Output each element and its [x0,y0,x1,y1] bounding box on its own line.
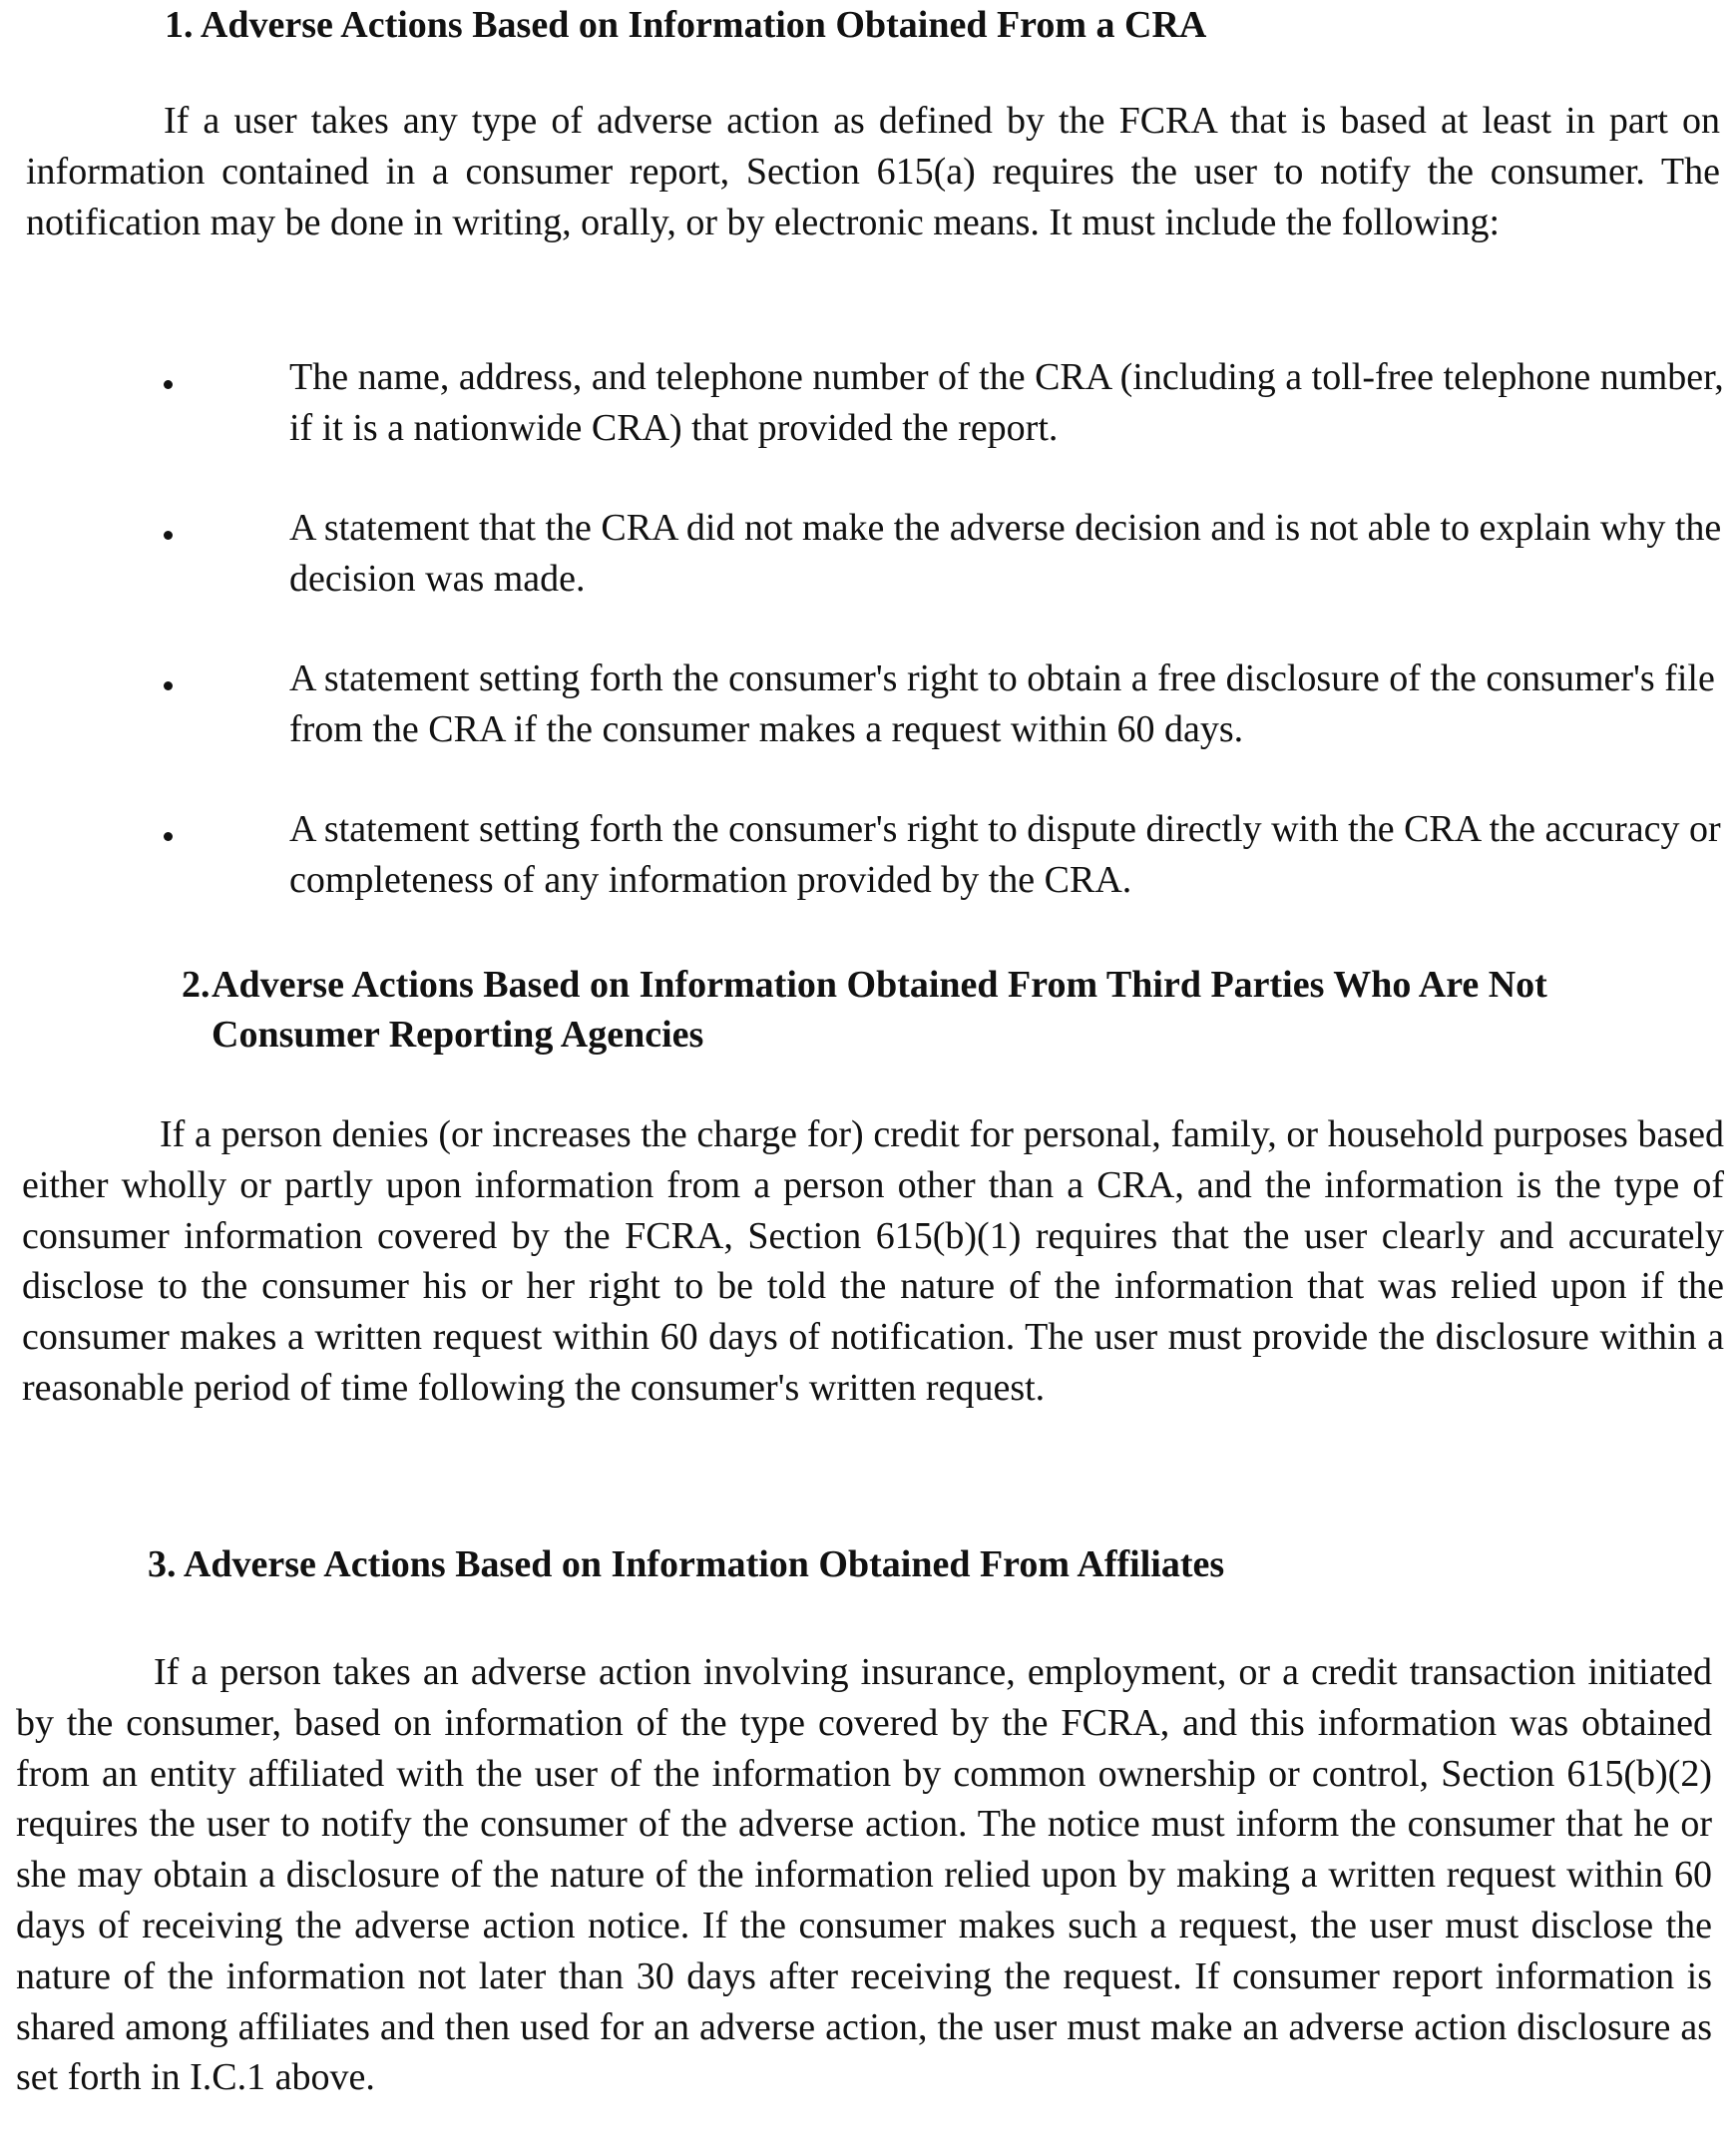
section-title: Adverse Actions Based on Information Obtained From Affiliates [183,1543,1225,1585]
section-number: 1. [165,4,194,46]
bullet-icon [164,832,173,841]
section-3-heading [148,1539,1224,1589]
section-title: Adverse Actions Based on Information Obtained From a CRA [200,4,1207,46]
section-2-paragraph: If a person denies (or increases the charge for) credit for personal, family, or household purposes based either wholly or partly upon information from a person other than a CRA, and the information is the type of consumer information covered by the FCRA, Section 615(b)(1) requires that the user clearly and accurately disclose to the consumer his or her right to be told the nature of the information that was relied upon if the consumer makes a written request within 60 days of notification. The user must provide the disclosure within a reasonable period of time following the consumer's written request. [22,1113,1724,1409]
bullet-icon [164,380,173,389]
section-number: 3. [148,1543,177,1585]
section-2-heading [182,960,1718,1060]
section-1-heading [165,0,1206,50]
bullet-icon [164,681,173,690]
bullet-icon [164,531,173,540]
list-item-text: A statement setting forth the consumer's right to obtain a free disclosure of the consumer's file from the CRA if the consumer makes a request within 60 days. [289,657,1715,750]
section-number: 2. [182,964,211,1006]
list-item-text: The name, address, and telephone number of the CRA (including a toll-free telephone number, if it is a nationwide CRA) that provided the report. [289,356,1724,449]
list-item-text: A statement that the CRA did not make the adverse decision and is not able to explain why the decision was made. [289,507,1722,600]
list-item-text: A statement setting forth the consumer's right to dispute directly with the CRA the accuracy or completeness of any information provided by the CRA. [289,808,1721,901]
section-1-paragraph: If a user takes any type of adverse action as defined by the FCRA that is based at least in part on information contained in a consumer report, Section 615(a) requires the user to notify the consumer. The notification may be done in writing, orally, or by electronic means. It must include the following: [26,100,1720,243]
section-3-paragraph: If a person takes an adverse action involving insurance, employment, or a credit transaction initiated by the consumer, based on information of the type covered by the FCRA, and this information was obtained from an entity affiliated with the user of the information by common ownership or control, Section 615(b)(2) requires the user to notify the consumer of the adverse action. The notice must inform the consumer that he or she may obtain a disclosure of the nature of the information relied upon by making a written request within 60 days of receiving the adverse action notice. If the consumer makes such a request, the user must disclose the nature of the information not later than 30 days after receiving the request. If consumer report information is shared among affiliates and then used for an adverse action, the user must make an adverse action disclosure as set forth in I.C.1 above. [16,1651,1712,2099]
section-title: Adverse Actions Based on Information Obtained From Third Parties Who Are Not Consumer Reporting Agencies [212,964,1547,1056]
